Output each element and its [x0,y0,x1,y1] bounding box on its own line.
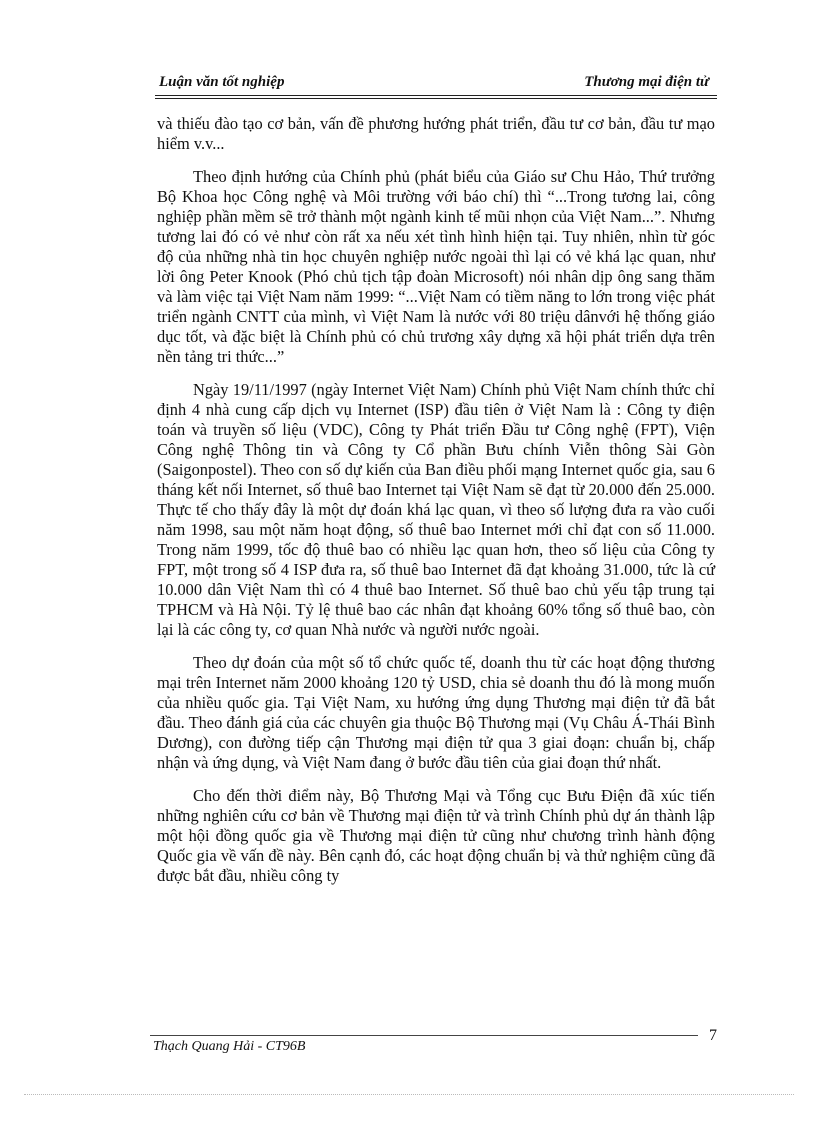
page-number: 7 [709,1027,717,1044]
header-rule-bottom [155,98,717,99]
header-rule-top [155,95,717,96]
header-thesis-label: Luận văn tốt nghiệp [159,74,285,90]
paragraph-continuation: và thiếu đào tạo cơ bản, vấn đề phương hướng phát triển, đầu tư cơ bản, đầu tư mạo hiểm v.v... [157,114,715,153]
footer-author: Thạch Quang Hải - CT96B [153,1039,306,1054]
footer-rule [150,1035,698,1036]
paragraph-ministry-initiatives: Cho đến thời điểm này, Bộ Thương Mại và Tổng cục Bưu Điện đã xúc tiến những nghiên cứu cơ bản về Thương mại điện tử và trình Chính phủ dự án thành lập một hội đồng quốc gia về Thương mại điện tử cũng như chương trình hành động Quốc gia về vấn đề này. Bên cạnh đó, các hoạt động chuẩn bị và thử nghiệm cũng đã được bắt đầu, nhiều công ty [157,786,715,885]
header-topic-label: Thương mại điện tử [584,74,709,90]
paragraph-ecommerce-forecast: Theo dự đoán của một số tổ chức quốc tế, doanh thu từ các hoạt động thương mại trên Internet năm 2000 khoảng 120 tỷ USD, chia sẻ doanh thu đó là mong muốn của nhiều quốc gia. Tại Việt Nam, xu hướng ứng dụng Thương mại điện tử đã bắt đầu. Theo đánh giá của các chuyên gia thuộc Bộ Thương mại (Vụ Châu Á-Thái Bình Dương), con đường tiếp cận Thương mại điện tử qua 3 giai đoạn: chuẩn bị, chấp nhận và ứng dụng, và Việt Nam đang ở bước đầu tiên của giai đoạn thứ nhất. [157,653,715,772]
page-header [155,72,715,94]
paragraph-government-orientation: Theo định hướng của Chính phủ (phát biểu của Giáo sư Chu Hảo, Thứ trưởng Bộ Khoa học Công nghệ và Môi trường với báo chí) thì “...Trong tương lai, công nghiệp phần mềm sẽ trở thành một ngành kinh tế mũi nhọn của Việt Nam...”. Nhưng tương lai đó có vẻ như còn rất xa nếu xét tình hình hiện tại. Tuy nhiên, nhìn từ góc độ của những nhà tin học chuyên nghiệp nước ngoài thì lại có vẻ khá lạc quan, như lời ông Peter Knook (Phó chủ tịch tập đoàn Microsoft) nói nhân dịp ông sang thăm và làm việc tại Việt Nam năm 1999: “...Việt Nam có tiềm năng to lớn trong việc phát triển ngành CNTT của mình, vì Việt Nam là nước với 80 triệu dânvới hệ thống giáo dục tốt, và đặc biệt là Chính phủ có chủ trương xây dựng xã hội phát triển dựa trên nền tảng tri thức...” [157,167,715,366]
page-bottom-dotted-line [24,1094,794,1095]
page-body [157,114,715,899]
paragraph-internet-subscribers: Ngày 19/11/1997 (ngày Internet Việt Nam) Chính phủ Việt Nam chính thức chỉ định 4 nhà cung cấp dịch vụ Internet (ISP) đầu tiên ở Việt Nam là : Công ty điện toán và truyền số liệu (VDC), Công ty Phát triển Đầu tư Công nghệ (FPT), Viện Công nghệ Thông tin và Công ty Cổ phần Bưu chính Viễn thông Sài Gòn (Saigonpostel). Theo con số dự kiến của Ban điều phối mạng Internet quốc gia, sau 6 tháng kết nối Internet, số thuê bao Internet tại Việt Nam sẽ đạt từ 20.000 đến 25.000. Thực tế cho thấy đây là một dự đoán khá lạc quan, vì theo số lượng đưa ra vào cuối năm 1998, sau một năm hoạt động, số thuê bao Internet mới chỉ đạt con số 11.000. Trong năm 1999, tốc độ thuê bao có nhiều lạc quan hơn, theo số liệu của Công ty FPT, một trong số 4 ISP đưa ra, số thuê bao Internet đã đạt khoảng 31.000, tức là cứ 10.000 dân Việt Nam thì có 4 thuê bao Internet. Số thuê bao chủ yếu tập trung tại TPHCM và Hà Nội. Tỷ lệ thuê bao các nhân đạt khoảng 60% tổng số thuê bao, còn lại là các công ty, cơ quan Nhà nước và người nước ngoài. [157,380,715,639]
